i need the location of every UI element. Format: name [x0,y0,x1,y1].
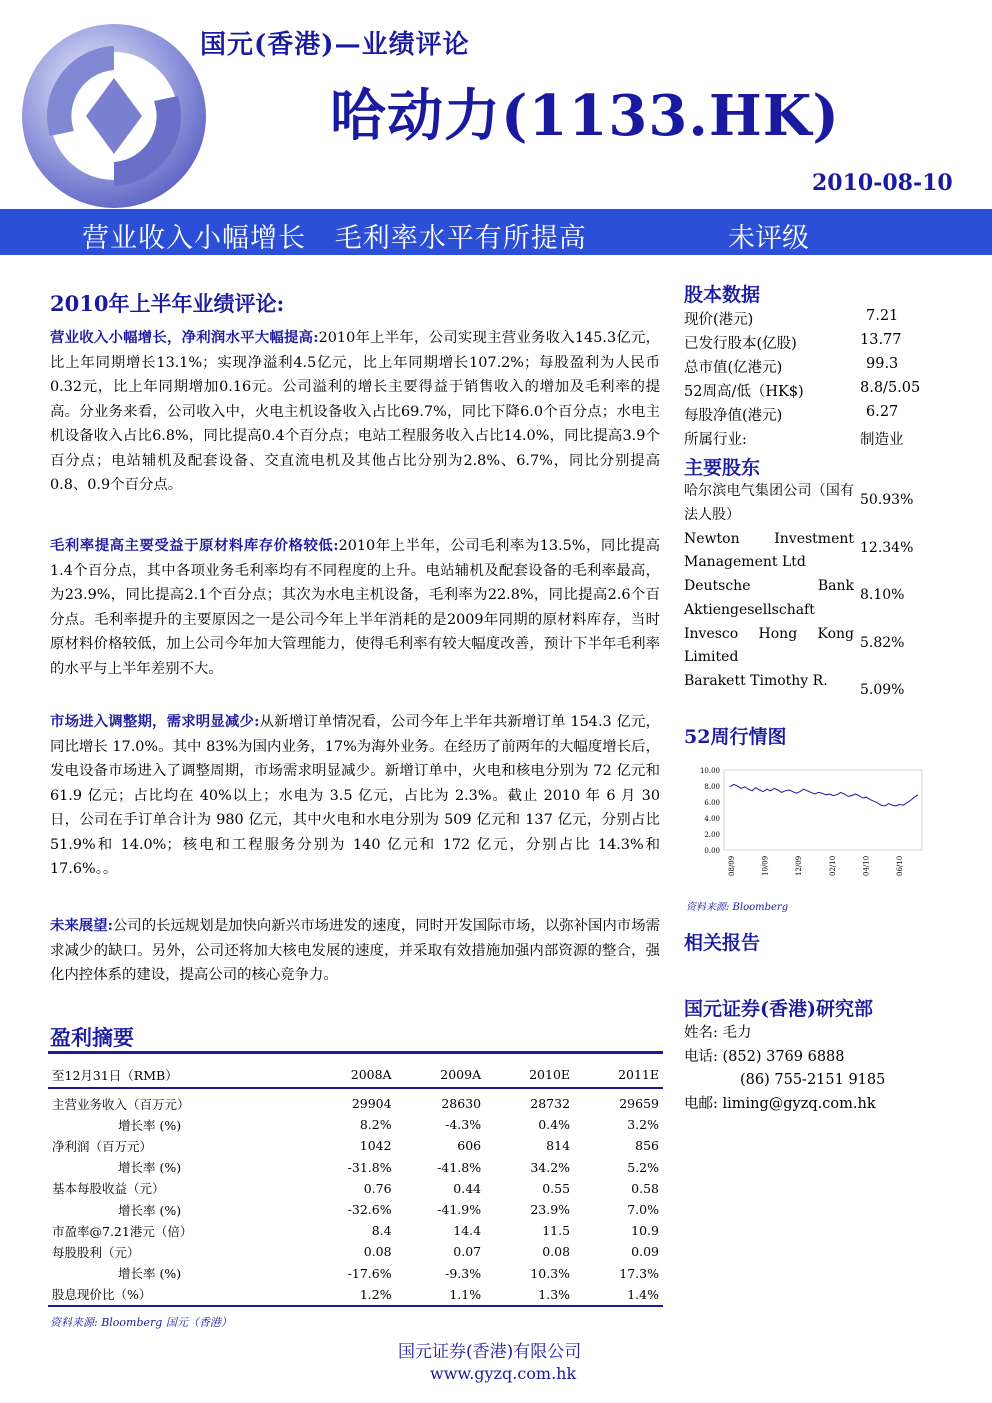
shareholder-name: 哈尔滨电气集团公司（国有法人股） [684,483,854,523]
table-cell: 0.07 [453,1244,482,1260]
row-label: 净利润（百万元） [52,1138,153,1154]
table-cell: 10.9 [631,1223,659,1239]
table-row [48,1088,663,1114]
paragraph-lead: 营业收入小幅增长，净利润水平大幅提高: [50,329,319,346]
table-cell: 11.5 [542,1223,571,1239]
table-cell: -32.6% [347,1202,392,1218]
shareholder-name: Barakett Timothy R. [684,673,828,689]
shareholder-name: Deutsche Bank Aktiengesellschaft [684,578,854,618]
x-tick-label: 04/10 [862,855,871,876]
table-cell: 0.08 [363,1244,392,1260]
table-cell: 0.4% [538,1117,571,1133]
footer-company-name: 国元证券(香港)有限公司 [398,1342,582,1362]
y-tick-label: 2.00 [704,831,720,839]
shareholder-percentage: 5.82% [860,634,905,651]
table-row [48,1178,663,1199]
paragraph [50,710,660,882]
paragraph [50,914,660,988]
profit-summary-table [48,1062,663,1307]
table-cell: 8.4 [371,1223,392,1239]
stock-data-value: 制造业 [860,432,904,448]
shareholder-name: Newton Investment Management Ltd [684,530,854,570]
row-label: 每股股利（元） [52,1244,140,1260]
table-cell: 0.08 [542,1244,571,1260]
company-logo [14,16,214,216]
row-label: 主营业务收入（百万元） [52,1096,190,1112]
shareholder-percentage: 8.10% [860,587,905,603]
table-cell: 1.4% [574,1284,663,1306]
row-label: 增长率 (%) [118,1266,182,1282]
row-label: 市盈率@7.21港元（倍） [52,1223,193,1239]
company-ticker-title: 哈动力(1133.HK) [330,83,840,149]
table-cell: 814 [546,1138,571,1154]
stock-data-value: 7.21 [866,308,899,324]
row-label: 增长率 (%) [118,1117,182,1133]
table-row [48,1220,663,1241]
table-cell: 0.09 [631,1244,659,1260]
profit-summary-heading: 盈利摘要 [50,1025,134,1050]
email-address[interactable]: 电邮: liming@gyzq.com.hk [684,1096,876,1112]
paragraph-text: 2010年上半年，公司实现主营业务收入145.3亿元，比上年同期增长13.1%；实现净溢利4.5亿元，比上年同期增长107.2%；每股盈利为人民币0.32元，比上年同期增加0.16元。公司溢利的增长主要得益于销售收入的增加及毛利率的提高。分业务来看，公司收入中，火电主机设备收入占比69.7%，同比下降6.0个百分点；水电主机设备收入占比6.8%，同比提高0.4个百分点；电站工程服务收入占比14.0%，同比提高3.9个百分点；电站辅机及配套设备、交直流电机及其他占比分别为2.8%、6.7%，同比分别提高0.8、0.9个百分点。 [50,330,660,493]
shareholder-percentage: 12.34% [860,539,914,556]
rating-label: 未评级 [728,223,809,254]
divider [48,1051,663,1054]
paragraph-lead: 市场进入调整期，需求明显减少: [50,713,260,730]
table-cell: 5.2% [627,1159,659,1175]
table-cell: -31.8% [347,1159,392,1175]
price-chart [684,760,924,900]
y-tick-label: 0.00 [704,847,720,855]
column-header: 2010E [485,1062,574,1088]
shareholder-name: Invesco Hong Kong Limited [684,625,854,665]
report-series-title: 国元(香港)—业绩评论 [200,30,470,60]
column-header: 2009A [396,1062,486,1088]
table-cell: 14.4 [453,1223,482,1239]
table-row [48,1241,663,1262]
table-row [48,1135,663,1156]
shareholders-heading: 主要股东 [684,457,761,479]
paragraph-text: 公司的长远规划是加快向新兴市场进发的速度，同时开发国际市场，以弥补国内市场需求减少的缺口。另外，公司还将加大核电发展的速度，并采取有效措施加强内部资源的整合，强化内控体系的建设，提高公司的核心竞争力。 [50,918,660,983]
row-label: 增长率 (%) [118,1202,182,1218]
paragraph [50,326,660,498]
y-tick-label: 6.00 [704,799,720,807]
y-tick-label: 8.00 [704,783,720,791]
y-tick-label: 10.00 [699,767,720,775]
stock-data-label: 52周高/低（HK$) [684,384,804,400]
stock-data-label: 每股净值(港元) [684,408,783,424]
paragraph-text: 2010年上半年，公司毛利率为13.5%，同比提高1.4个百分点，其中各项业务毛利率均有不同程度的上升。电站辅机及配套设备的毛利率最高，为23.9%，同比提高2.1个百分点；其次为水电主机设备，毛利率为22.8%，同比提高2.6个百分点。毛利率提升的主要原因之一是公司今年上半年消耗的是2009年同期的原材料库存，当时原材料价格较低，加上公司今年加大管理能力，使得毛利率有较大幅度改善，预计下半年毛利率的水平与上半年差别不大。 [50,538,660,677]
stock-data-label: 现价(港元) [684,312,754,328]
table-cell: 1.1% [396,1284,486,1306]
row-label: 增长率 (%) [118,1160,182,1176]
chart-source-note: 资料来源: Bloomberg [686,902,789,913]
table-cell: 0.55 [542,1180,571,1196]
shareholder-percentage: 50.93% [860,492,914,508]
row-label: 基本每股收益（元） [52,1181,165,1197]
x-tick-label: 12/09 [795,855,804,876]
price-chart-heading: 52周行情图 [684,726,787,748]
table-cell: 28732 [530,1096,571,1112]
table-header-row [48,1062,663,1088]
headline-text: 营业收入小幅增长 毛利率水平有所提高 [82,223,587,254]
paragraph-lead: 未来展望: [50,917,113,934]
table-cell: 28630 [441,1096,482,1112]
y-tick-label: 4.00 [704,815,720,823]
x-tick-label: 02/10 [828,855,837,876]
table-row [48,1199,663,1220]
analyst-name: 姓名: 毛力 [684,1025,752,1041]
stock-data-label: 总市值(亿港元) [684,360,783,376]
price-line [730,784,918,806]
x-tick-label: 10/09 [761,855,770,876]
table-cell: 23.9% [530,1202,571,1218]
stock-data-heading: 股本数据 [684,284,761,306]
table-cell: -17.6% [347,1265,392,1281]
table-cell: -41.8% [437,1159,482,1175]
column-header: 2011E [574,1062,663,1088]
stock-data-value: 13.77 [860,332,902,348]
table-cell: 10.3% [530,1265,571,1281]
table-row [48,1263,663,1284]
paragraph [50,534,660,681]
table-row [48,1157,663,1178]
stock-data-value: 99.3 [866,356,899,372]
stock-data-label: 所属行业: [684,432,747,448]
table-cell: 856 [635,1138,659,1154]
footer-website-link[interactable]: www.gyzq.com.hk [430,1364,577,1383]
table-source-note: 资料来源: Bloomberg 国元（香港） [50,1316,232,1329]
section-heading: 2010年上半年业绩评论: [50,291,285,316]
chart-plot-frame [724,770,922,850]
table-cell: 3.2% [627,1117,659,1133]
table-cell: 606 [457,1138,482,1154]
phone-cn: (86) 755-2151 9185 [740,1072,886,1088]
paragraph-text: 从新增订单情况看，公司今年上半年共新增订单 154.3 亿元，同比增长 17.0%。其中 83%为国内业务，17%为海外业务。在经历了前两年的大幅度增长后，发电设备市场进入了调整周期，市场需求明显减少。新增订单中，火电和核电分别为 72 亿元和 61.9 亿元；占比均在 40%以上；水电为 3.5 亿元，占比为 2.3%。截止 2010 年 6 月 30 日，公司在手订单合计为 980 亿元，其中火电和水电分别为 509 亿元和 137 亿元，分别占比 51.9%和 14.0%；核电和工程服务分别为 140 亿元和 172 亿元，分别占比 14.3%和 17.6%。。 [50,714,660,877]
stock-data-value: 8.8/5.05 [860,380,921,396]
shareholder-percentage: 5.09% [860,682,905,698]
table-cell: 1042 [359,1138,392,1154]
table-cell: 8.2% [359,1117,392,1133]
column-header: 2008A [306,1062,396,1088]
table-cell: 34.2% [530,1159,571,1175]
row-label: 股息现价比（%） [48,1284,306,1306]
x-tick-label: 08/09 [728,855,736,876]
research-dept-heading: 国元证券(香港)研究部 [684,998,873,1020]
paragraph-lead: 毛利率提高主要受益于原材料库存价格较低: [50,537,339,554]
table-cell: 7.0% [627,1202,659,1218]
x-tick-label: 06/10 [896,855,904,876]
table-cell: 29659 [619,1096,659,1112]
table-cell: 0.58 [631,1180,659,1196]
table-cell: 0.44 [453,1180,482,1196]
table-cell: -41.9% [437,1202,482,1218]
table-cell: 29904 [351,1096,392,1112]
table-cell: -9.3% [445,1265,482,1281]
table-cell: 0.76 [363,1180,392,1196]
table-cell: 17.3% [619,1265,659,1281]
column-header: 至12月31日（RMB） [48,1062,306,1088]
stock-data-label: 已发行股本(亿股) [684,336,797,352]
stock-data-value: 6.27 [866,404,899,420]
table-row [48,1114,663,1135]
table-cell: 1.2% [306,1284,396,1306]
phone-hk: 电话: (852) 3769 6888 [684,1049,845,1065]
table-row [48,1284,663,1306]
report-date: 2010-08-10 [812,170,953,196]
table-cell: -4.3% [445,1117,482,1133]
table-cell: 1.3% [485,1284,574,1306]
related-reports-heading: 相关报告 [684,932,761,954]
